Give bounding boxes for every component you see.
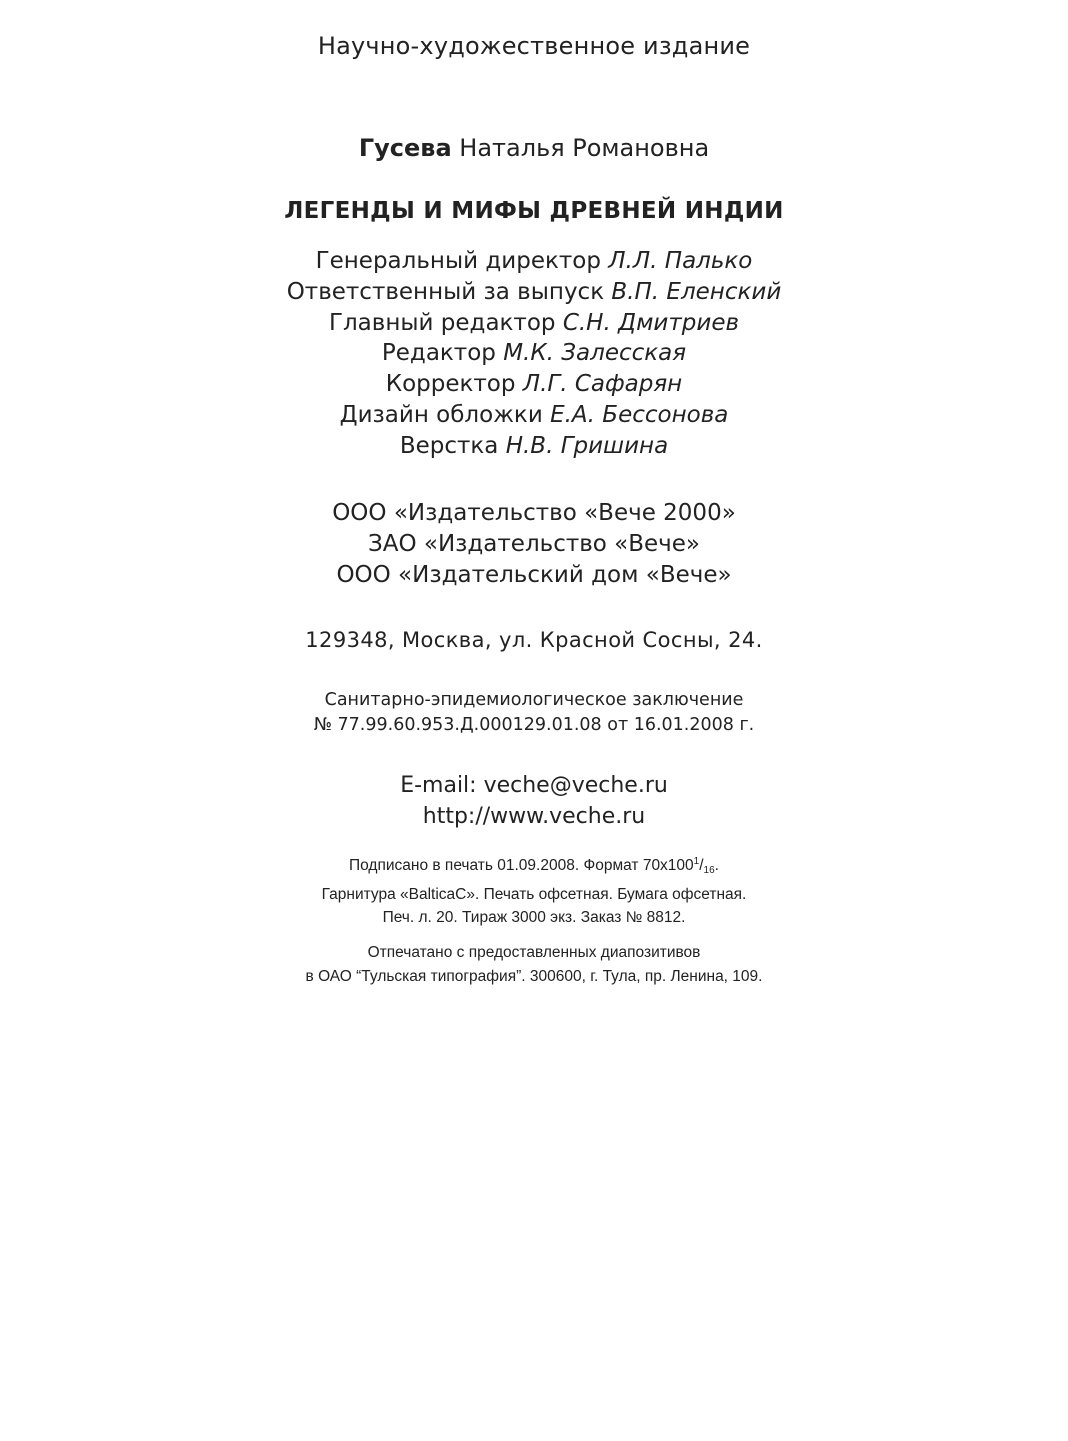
print-format-line	[0, 850, 1068, 883]
publisher-name: ООО «Издательский дом «Вече»	[336, 562, 732, 588]
credit-person: С.Н. Дмитриев	[562, 309, 740, 336]
author-surname: Гусева	[358, 134, 452, 162]
credit-person: Н.В. Гришина	[505, 432, 669, 459]
publisher-name: ООО «Издательство «Вече 2000»	[332, 500, 736, 526]
typeface-line: Гарнитура «BalticaC». Печать офсетная. Бумага офсетная.	[321, 885, 747, 903]
book-title: ЛЕГЕНДЫ И МИФЫ ДРЕВНЕЙ ИНДИИ	[284, 198, 784, 224]
printing-house	[0, 941, 1068, 988]
credits-list	[0, 246, 1068, 462]
publisher-address: 129348, Москва, ул. Красной Сосны, 24.	[305, 628, 763, 652]
credit-role: Генеральный директор	[315, 248, 601, 274]
printing-note: Отпечатано с предоставленных диапозитивов	[367, 944, 701, 961]
credit-line	[0, 246, 1068, 277]
website-address: http://www.veche.ru	[422, 804, 646, 829]
credit-role: Дизайн обложки	[339, 401, 543, 428]
format-fraction-numerator: 1	[693, 856, 700, 867]
publication-genre: Научно-художественное издание	[317, 32, 751, 60]
print-format-text: Подписано в печать 01.09.2008. Формат 70x100	[349, 857, 694, 875]
credit-line	[0, 338, 1068, 369]
author-given-names: Наталья Романовна	[459, 134, 710, 162]
credit-line	[0, 400, 1068, 431]
credit-person: В.П. Еленский	[611, 278, 782, 305]
sanitary-certificate	[0, 688, 1068, 738]
credit-role: Корректор	[385, 371, 516, 398]
credit-person: Л.Л. Палько	[608, 248, 753, 274]
credit-person: М.К. Залесская	[503, 340, 687, 367]
format-fraction-slash: /	[699, 857, 704, 875]
publishers-list	[0, 498, 1068, 591]
author-name	[0, 134, 1068, 162]
credit-role: Редактор	[381, 340, 496, 367]
publisher-name: ЗАО «Издательство «Вече»	[368, 531, 700, 557]
credit-line	[0, 431, 1068, 462]
sanitary-line: Санитарно-эпидемиологическое заключение	[324, 690, 744, 710]
printing-house-address: в ОАО “Тульская типография”. 300600, г. Тула, пр. Ленина, 109.	[305, 967, 763, 985]
credit-line	[0, 308, 1068, 339]
credit-role: Верстка	[399, 432, 499, 459]
print-run-line: Печ. л. 20. Тираж 3000 экз. Заказ № 8812.	[382, 909, 686, 927]
contacts	[0, 770, 1068, 832]
credit-line	[0, 277, 1068, 308]
format-fraction-denominator: 16	[703, 865, 715, 877]
format-period: .	[714, 857, 719, 875]
credit-line	[0, 369, 1068, 400]
sanitary-number: № 77.99.60.953.Д.000129.01.08 от 16.01.2008 г.	[313, 715, 755, 735]
credit-role: Ответственный за выпуск	[286, 278, 605, 305]
email-address: E-mail: veche@veche.ru	[400, 773, 668, 798]
credit-role: Главный редактор	[328, 309, 556, 336]
credit-person: Л.Г. Сафарян	[522, 371, 683, 398]
credit-person: Е.А. Бессонова	[550, 401, 729, 428]
print-specifications	[0, 850, 1068, 930]
